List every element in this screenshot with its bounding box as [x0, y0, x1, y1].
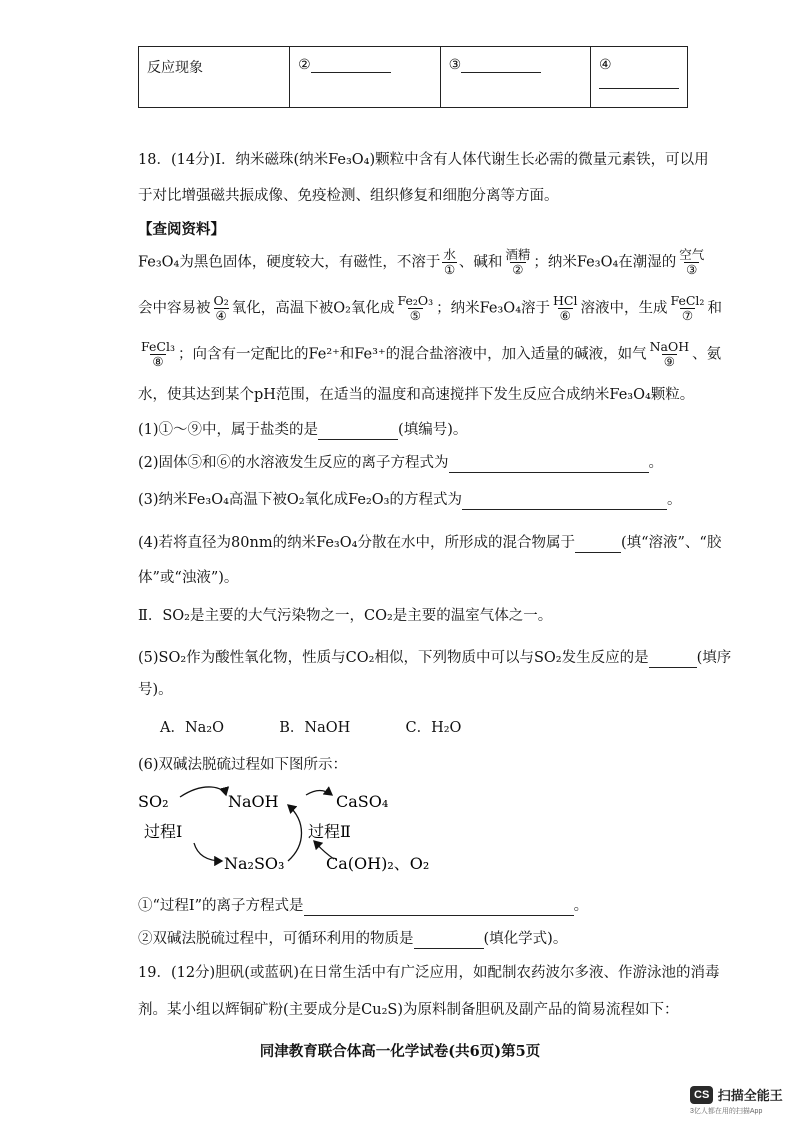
reaction-table: [138, 46, 688, 108]
q19-line-2: 剂。某小组以辉铜矿粉(主要成分是Cu₂S)为原料制备胆矾及副产品的简易流程如下：: [138, 1002, 679, 1018]
material-line-1: Fe₃O₄为黑色固体，硬度较大，有磁性，不溶于 $\frac{\text{水}}{\text{①}}$ 、碱和 $\frac{\text{酒精}}{\text{②}}$ ；纳米Fe₃O₄在潮湿的 $\frac{\text{空气}}{\text{③}}$: [138, 247, 705, 277]
label-process-1: 过程Ⅰ: [144, 822, 183, 841]
option-a: A．Na₂O: [160, 720, 225, 736]
table-cell-2: ②: [290, 47, 440, 108]
cs-logo-icon: CS: [690, 1086, 713, 1104]
scanner-watermark: [690, 1085, 783, 1116]
table-cell-4: ④: [591, 47, 688, 108]
arrow-so2-naoh: [180, 787, 226, 797]
label-caso4: CaSO₄: [336, 792, 389, 811]
table-label: 反应现象: [139, 47, 290, 108]
q18-intro-2: 于对比增强磁共振成像、免疫检测、组织修复和细胞分离等方面。: [138, 188, 559, 204]
label-na2so3: Na₂SO₃: [224, 854, 285, 873]
label-process-2: 过程Ⅱ: [308, 822, 351, 841]
arrow-na2so3-naoh: [288, 805, 302, 861]
label-caoh2-o2: Ca(OH)₂、O₂: [326, 854, 430, 873]
q18-sub-3: (3)纳米Fe₃O₄高温下被O₂氧化成Fe₂O₃的方程式为 。: [138, 492, 682, 508]
q18-sub-5-cont: 号)。: [138, 682, 173, 698]
option-b: B．NaOH: [279, 720, 351, 736]
scanner-tagline: 3亿人都在用的扫描App: [690, 1108, 763, 1115]
page-footer: 同津教育联合体高一化学试卷(共6页)第5页: [259, 1043, 541, 1060]
arrow-process1-na2so3: [194, 843, 222, 861]
q19-line-1: 19．(12分)胆矾(或蓝矾)在日常生活中有广泛应用，如配制农药波尔多液、作游泳池的消毒: [138, 965, 720, 981]
q18-sub-6: (6)双碱法脱硫过程如下图所示：: [138, 757, 348, 773]
q18-sub-4-cont: 体”或“浊液”)。: [138, 570, 239, 586]
q18-sub-2: (2)固体⑤和⑥的水溶液发生反应的离子方程式为 。: [138, 455, 664, 471]
material-line-4: 水，使其达到某个pH范围，在适当的温度和高速搅拌下发生反应合成纳米Fe₃O₄颗粒。: [138, 387, 695, 403]
q18-sub-5: (5)SO₂作为酸性氧化物，性质与CO₂相似，下列物质中可以与SO₂发生反应的是 (填序: [138, 650, 732, 666]
arrow-from-caoh2: [314, 841, 334, 859]
q18-sub-4: (4)若将直径为80nm的纳米Fe₃O₄分散在水中，所形成的混合物属于 (填“溶液”、“胶: [138, 535, 722, 551]
section-heading: 【查阅资料】: [138, 221, 225, 238]
q18-sub-1: (1)①～⑨中，属于盐类的是 (填编号)。: [138, 422, 468, 438]
option-c: C．H₂O: [405, 720, 462, 736]
material-line-2: 会中容易被 $\frac{\text{O₂}}{\text{④}}$ 氧化，高温下被O₂氧化成 $\frac{\text{Fe₂O₃}}{\text{⑤}}$ ；纳米Fe₃O₄溶于 $\frac{\text{HCl}}{\text{⑥}}$ 溶液中，生成 $\frac{\text{FeCl₂}}{\text{⑦}}$ 和: [138, 293, 722, 323]
material-line-3: $\frac{\text{FeCl₃}}{\text{⑧}}$ ；向含有一定配比的Fe²⁺和Fe³⁺的混合盐溶液中，加入适量的碱液，如气 $\frac{\text{NaOH}}{\text{⑨}}$ 、氨: [141, 339, 722, 369]
options: [160, 718, 461, 738]
scanner-app-name: 扫描全能王: [717, 1088, 783, 1103]
q18-sub-6-2: ②双碱法脱硫过程中，可循环利用的物质是 (填化学式)。: [138, 931, 568, 947]
label-naoh: NaOH: [228, 792, 279, 811]
label-so2: SO₂: [138, 792, 169, 811]
arrow-to-caso4: [306, 791, 332, 796]
part-2-intro: Ⅱ．SO₂是主要的大气污染物之一，CO₂是主要的温室气体之一。: [138, 608, 553, 624]
q18-sub-6-1: ①“过程Ⅰ”的离子方程式是 。: [138, 898, 589, 914]
q18-intro-1: 18．(14分)Ⅰ．纳米磁珠(纳米Fe₃O₄)颗粒中含有人体代谢生长必需的微量元素铁，可以用: [138, 152, 709, 168]
double-alkali-diagram: [138, 785, 458, 875]
table-cell-3: ③: [440, 47, 590, 108]
